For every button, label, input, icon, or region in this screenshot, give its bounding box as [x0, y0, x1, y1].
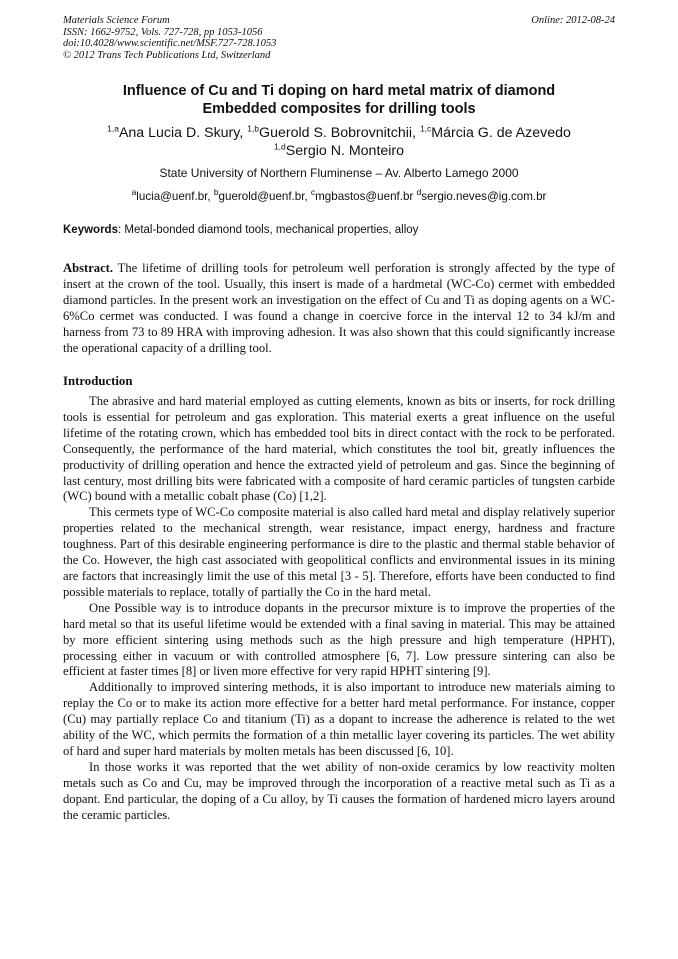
paper-title: [63, 82, 615, 118]
author-sup: 1,c: [419, 123, 432, 134]
email-address[interactable]: sergio.neves@ig.com.br: [421, 190, 547, 203]
author-sup: 1,b: [247, 123, 260, 134]
email-address[interactable]: lucia@uenf.br,: [136, 190, 214, 203]
author-name: Márcia G. de Azevedo: [431, 125, 571, 141]
issn-line: ISSN: 1662-9752, Vols. 727-728, pp 1053-1056: [63, 26, 263, 38]
paragraph: Additionally to improved sintering methods, it is also important to introduce new materials aiming to replay the Co or to make its action more effective for a better hard metal performance. For instance, copper (Cu) may partially replace Co and titanium (Ti) as a dopant to increase the adherence is related to the wet ability of the WC, which permits the formation of a thin metallic layer covering its particles. The wet ability of hard and super hard materials by molten metals has been discussed [6, 10].: [63, 680, 615, 758]
keywords-text: : Metal-bonded diamond tools, mechanical properties, alloy: [117, 224, 419, 236]
copyright-line: © 2012 Trans Tech Publications Ltd, Switzerland: [63, 49, 271, 61]
email-sup: a: [131, 187, 137, 198]
author-sep: ,: [239, 125, 248, 141]
title-line-2: Embedded composites for drilling tools: [202, 101, 476, 117]
email-address[interactable]: mgbastos@uenf.br: [315, 190, 417, 203]
email-sup: b: [213, 187, 219, 198]
author-sup: 1,d: [273, 141, 286, 152]
email-list: [63, 187, 615, 203]
paragraph: One Possible way is to introduce dopants in the precursor mixture is to improve the properties of the hard metal so that its useful lifetime would be extended with a final saving in material. This may be attained by more efficient sintering using methods such as the high pressure and high temperature (HPHT), processing either in vacuum or with controlled atmosphere [6, 7]. Low pressure sintering can also be efficient at faster times [8] or liven more effective for very rapid HPHT sintering [9].: [63, 600, 615, 679]
paragraph: In those works it was reported that the wet ability of non-oxide ceramics by low reactivity molten metals such as Co and Cu, may be improved through the incorporation of a reactive metal such as Ti as a dopant. End particular, the doping of a Cu alloy, by Ti causes the formation of hardened micro layers around the ceramic particles.: [63, 759, 615, 822]
author-sep: ,: [412, 125, 420, 141]
author-line-1: [63, 124, 615, 142]
email-sup: d: [416, 187, 422, 198]
email-address[interactable]: guerold@uenf.br,: [218, 190, 311, 203]
journal-header: [63, 15, 615, 61]
author-list: [63, 124, 615, 160]
author-line-2: [63, 142, 615, 160]
introduction-body: [63, 394, 615, 823]
paragraph: This cermets type of WC-Co composite material is also called hard metal and display relatively superior properties related to the mechanical strength, wear resistance, impact energy, hardness and fracture toughness. Part of this desirable engineering performance is dire to the plastic and thermal stable behavior of the Co. However, the high cast associated with geopolitical conflicts and environmental issues in its mining are factors that increasingly limit the use of this metal [3 - 5]. Therefore, efforts have been conducted to find possible materials to replace, totally of partially the Co in the hard metal.: [63, 505, 615, 599]
author-name: Ana Lucia D. Skury: [118, 125, 240, 141]
email-sup: c: [310, 187, 316, 198]
keywords-label: Keywords: [63, 224, 118, 236]
abstract: [63, 261, 615, 356]
abstract-label: Abstract.: [63, 261, 114, 275]
online-date: Online: 2012-08-24: [531, 15, 615, 26]
paragraph: The abrasive and hard material employed as cutting elements, known as bits or inserts, for rock drilling tools is essential for petroleum and gas exploration. This material exerts a great influence on the useful lifetime of the rotating crown, which has embedded tool bits in direct contact with the rock to be perforated. Consequently, the performance of the hard material, which constitutes the tool bit, greatly influences the productivity of drilling operation and hence the extracted yield of petroleum and gas. Since the beginning of last century, most drilling bits were fabricated with a composite of hard ceramic particles of tungsten carbide (WC) bound with a metallic cobalt phase (Co) [1,2].: [63, 394, 615, 504]
author-sup: 1,a: [107, 123, 119, 134]
author-name: Sergio N. Monteiro: [285, 143, 405, 159]
keywords: [63, 224, 615, 236]
affiliation: State University of Northern Fluminense – Av. Alberto Lamego 2000: [159, 166, 519, 180]
author-name: Guerold S. Bobrovnitchii: [259, 125, 413, 141]
journal-name: Materials Science Forum: [63, 15, 170, 26]
title-line-1: Influence of Cu and Ti doping on hard metal matrix of diamond: [122, 83, 556, 99]
doi-line: doi:10.4028/www.scientific.net/MSF.727-728.1053: [63, 38, 277, 49]
abstract-text: The lifetime of drilling tools for petroleum well perforation is strongly affected by the type of insert at the crown of the tool. Usually, this insert is made of a hardmetal (WC-Co) cermet with embedded diamond particles. In the present work an investigation on the effect of Cu and Ti as doping agents on a WC-6%Co cermet was conducted. I was found a change in coercive force in the interval 12 to 34 kJ/m and harness from 73 to 89 HRA with improving adhesion. It was also shown that this could significantly increase the operational capacity of a drilling tool.: [63, 261, 615, 355]
section-heading-introduction: Introduction: [63, 374, 133, 388]
